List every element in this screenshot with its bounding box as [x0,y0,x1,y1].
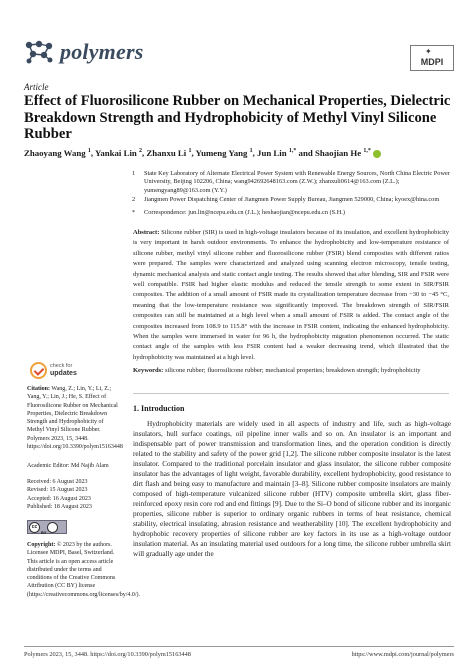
author-name[interactable]: Yankai Lin [94,148,137,158]
affiliation-number: * [132,209,136,216]
check-updates-icon [30,362,47,379]
academic-editor [27,462,121,470]
correspondence [132,209,460,217]
keywords-label: Keywords: [133,367,164,374]
author-affil-marker: 1,* [288,148,297,155]
accepted-date: Accepted: 16 August 2023 [27,495,91,502]
mdpi-glyph-icon: ✦ [425,47,432,56]
dates-block [27,478,121,511]
author-name[interactable]: Yumeng Yang [195,148,248,158]
intro-paragraph: Hydrophobicity materials are widely used in all aspects of industry and life, such as high-voltage insulators, hull surface coatings, oil pipeline inner walls and so on. An insulator is an important and indispensable part of power transmission and transformation lines, and the operation condition is directly related to the stability and safety of the power grid [1,2]. The silicone rubber composite insulator is the latest insulator. Compared to the traditional porcelain insulator and glass insulator, the silicone rubber composite insulator has the advantages of light weight, favorable durability, excellent hydrophobicity, good resistance to dirt flash and being easy to manufacture and maintain [3–8]. Silicone rubber composite insulators are mainly composed of high-temperature vulcanized silicone rubber (HTV) composite umbrella skirt, glass fiber-reinforced epoxy resin core rod and end fittings [9]. Due to the Si–O bond of silicone rubber and its inorganic properties, silicone rubber is superior to ordinary organic rubbers in terms of heat resistance, chemical stability, electrical insulating, abrasion resistance and weatherability [10]. The excellent hydrophobicity and hydrophobic recovery properties of silicone rubber are key factors in its use as a high-voltage outdoor insulation material. As an insulating material used outdoors for a long time, the silicone rubber umbrella skirt will gradually age under the [133,420,451,558]
article-title: Effect of Fluorosilicone Rubber on Mechanical Properties, Dielectric Breakdown Strength and Hydrophobicity of Methyl Vinyl Silicone Rubber [24,93,451,142]
person-icon [47,522,58,533]
citation-label: Citation: [27,386,50,392]
cc-by-label: BY [41,530,47,535]
affiliation-number: 1 [132,170,136,177]
author-name[interactable]: Zhanxu Li [146,148,187,158]
cc-icon: cc [29,522,40,533]
author-affil-marker: 1 [87,148,91,155]
check-for-updates-button[interactable] [30,362,78,380]
journal-name: polymers [60,39,144,64]
editor-label: Academic Editor: [27,463,70,469]
abstract-text: Silicone rubber (SIR) is used in high-voltage insulators because of its insulation, and excellent hydrophobicity is very important in harsh outdoor environments. To enhance the hydrophobicity and low-temperature resistance of silicone rubber, methyl vinyl silicone rubber and fluorosilicone rubber (FSIR) blend composites with different ratios were prepared. The samples were characterized and analyzed using scanning electron microscopy, tensile testing, dynamic mechanical analysis and static contact angle testing. The results showed that after blending, SIR and FSIR were well compatible. FSIR had higher elastic modulus and reduced the tensile strength to some extent in SIR/FSIR composites. The addition of a small amount of FSIR made its crystallization temperature decrease from −30 to −45 °C, meaning that the low-temperature resistance was significantly improved. The breakdown strength of SIR/FSIR composites can still be maintained at a high level when a small amount of FSIR is added. The contact angle of the composites increased from 108.9 to 115.8° with the increase in FSIR content, indicating the enhanced hydrophobicity. When the samples were immersed in water for 96 h, the hydrophobicity migration phenomenon occurred. The static contact angle of the samples with less FSIR content had a weaker decreasing trend, which illustrated that the hydrophobicity was maintained at a high level. [133,229,449,361]
affiliation-text: Jiangmen Power Dispatching Center of Jiangmen Power Supply Bureau, Jiangmen 529000, China; kyoex@hina.com [144,196,440,203]
author-name[interactable]: Zhaoyang Wang [24,148,86,158]
footer-divider [24,646,454,647]
author-affil-marker: 1,* [363,148,371,155]
author-name[interactable]: Jun Lin [257,148,287,158]
copyright-block [27,541,141,599]
revised-date: Revised: 15 August 2023 [27,487,88,494]
section-heading: 1. Introduction [133,404,185,413]
keywords-divider [133,393,449,394]
author-affil-marker: 1 [249,148,253,155]
mdpi-text: MDPI [420,57,444,67]
article-type: Article [24,82,49,92]
received-date: Received: 6 August 2023 [27,479,88,485]
footer-citation[interactable]: Polymers 2023, 15, 3448. https://doi.org/10.3390/polym15163448 [24,651,191,658]
author-affil-marker: 1 [188,148,192,155]
cc-license-badge[interactable] [27,520,67,534]
abstract-label: Abstract: [133,229,160,236]
affiliation-item [132,170,460,195]
polymers-logo-icon [24,40,54,64]
affiliation-text: State Key Laboratory of Alternate Electrical Power System with Renewable Energy Sources, North China Electric Power University, Beijing 102206, China; wang942692648163.com (Z.W.); zhanxuli0614@163.com (Z.L.); yumengyang89@163.com (Y.Y.) [144,170,450,194]
keywords-text: silicone rubber; fluorosilicone rubber; mechanical properties; breakdown strength; hydrophobicity [164,367,421,374]
editor-name: Md Najib Alam [70,463,109,469]
citation-text: Wang, Z.; Lin, Y.; Li, Z.; Yang, Y.; Lin, J.; He, S. Effect of Fluorosilicone Rubber on Mechanical Properties, Dielectric Breakdown Strength and Hydrophobicity of Methyl Vinyl Silicone Rubber. Polymers 2023, 15, 3448. https://doi.org/10.3390/polym15163448 [27,386,123,451]
check-updates-top: check for [50,363,73,369]
author-name[interactable]: Shaojian He [314,148,362,158]
citation-block [27,385,121,451]
keywords [133,366,449,376]
check-updates-bottom: updates [50,370,77,377]
affiliation-number: 2 [132,196,136,203]
copyright-text: © 2023 by the authors. Licensee MDPI, Basel, Switzerland. This article is an open access article distributed under the terms and conditions of the Creative Commons Attribution (CC BY) license (https://creativecommons.org/licenses/by/4.0/). [27,542,141,598]
orcid-icon[interactable] [373,150,381,158]
author-list: Zhaoyang Wang $^1$, Yankai Lin $^2$, Zhanxu Li $^1$, Yumeng Yang $^1$, Jun Lin $^{1,*}$ and Shaojian He $^{1,*}$ [24,148,464,158]
affiliation-text: Correspondence: jun.lin@ncepu.edu.cn (J.L.); heshaojian@ncepu.edu.cn (S.H.) [144,209,345,216]
abstract [133,228,449,363]
footer-journal-url[interactable]: https://www.mdpi.com/journal/polymers [351,651,454,658]
affiliation-item [132,196,460,204]
published-date: Published: 18 August 2023 [27,503,92,510]
copyright-label: Copyright: [27,542,56,548]
mdpi-logo [410,45,454,71]
author-affil-marker: 2 [138,148,142,155]
